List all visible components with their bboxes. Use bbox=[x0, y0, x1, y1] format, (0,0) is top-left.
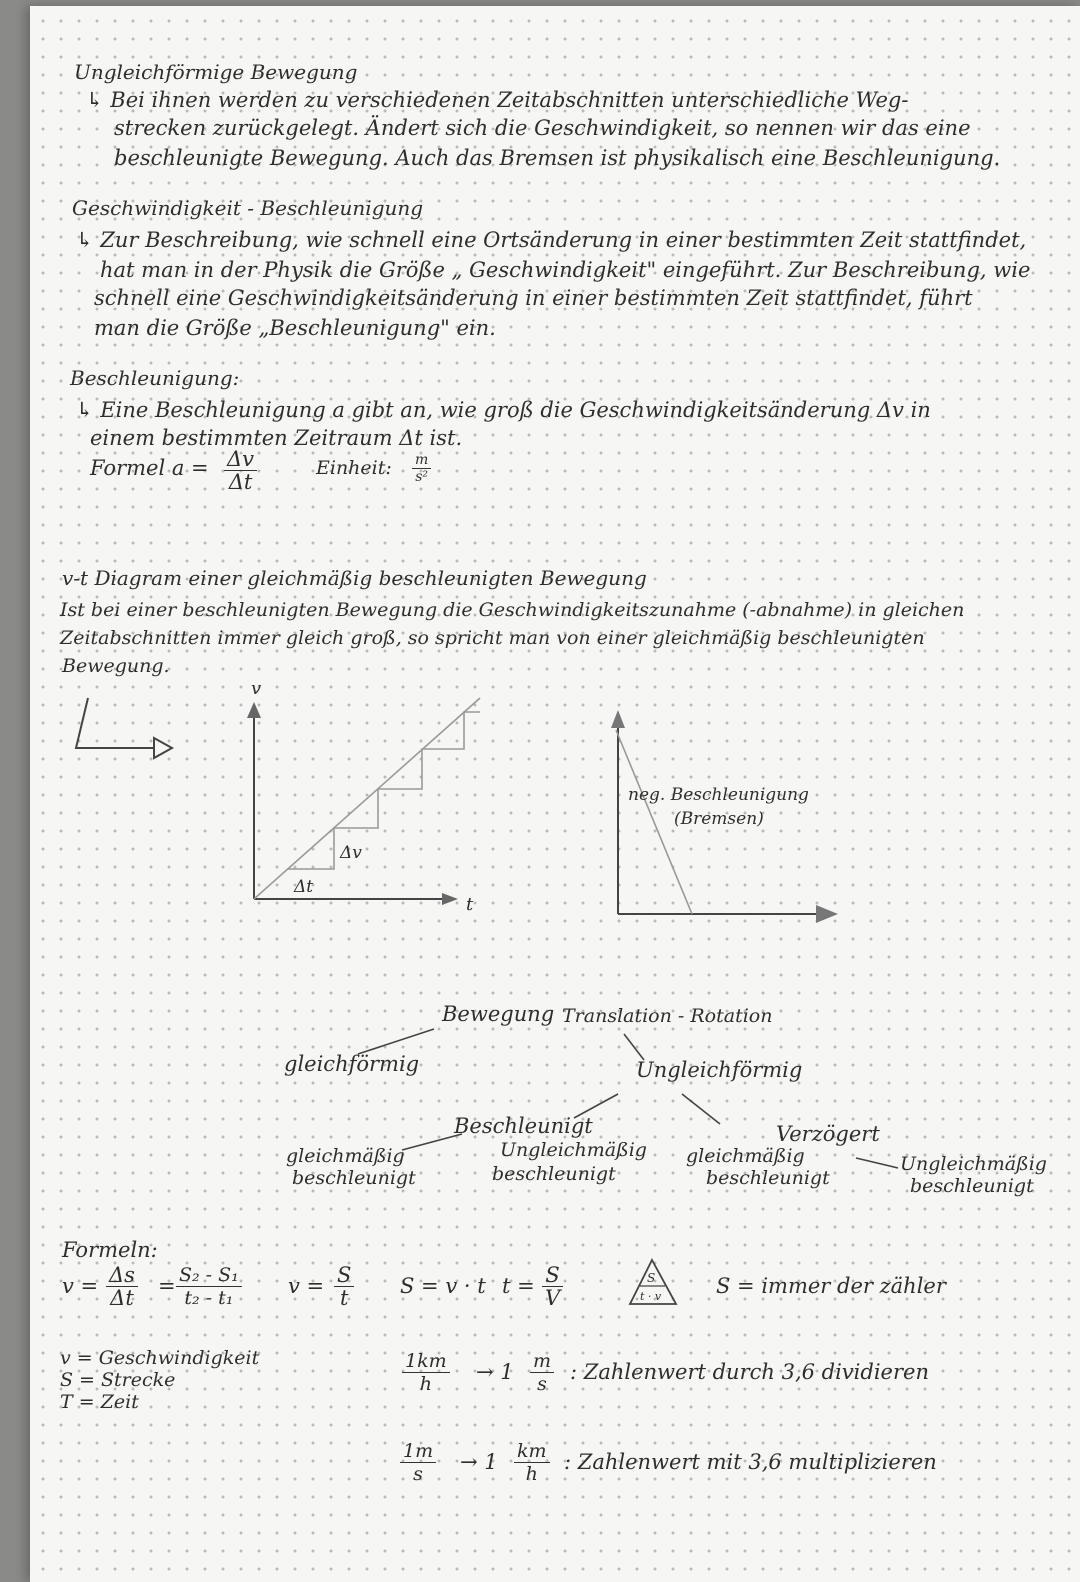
step-lines bbox=[288, 712, 480, 869]
fraction-denominator: Δt bbox=[228, 470, 253, 494]
formula-t-label: t = bbox=[502, 1274, 535, 1298]
fraction-denominator: s bbox=[537, 1373, 547, 1395]
formula-s2s1-t2t1 bbox=[176, 1264, 242, 1309]
triangle-top-label: S bbox=[647, 1271, 656, 1285]
text-line: Zeitabschnitten immer gleich groß, so spricht man von einer gleichmäßig beschleunigten bbox=[60, 627, 925, 649]
conv1-fraction-kmh bbox=[402, 1350, 450, 1395]
tree-verzoegert: Verzögert bbox=[776, 1122, 880, 1146]
formula-label: Formel a = bbox=[90, 456, 209, 480]
text-line: hat man in der Physik die Größe „ Geschwindigkeit" eingeführt. Zur Beschreibung, wie bbox=[100, 258, 1031, 282]
x-axis-label: t bbox=[466, 894, 474, 915]
fraction-denominator: h bbox=[525, 1463, 538, 1485]
tree-root: Bewegung bbox=[442, 1002, 555, 1026]
formula-v-label: v = bbox=[62, 1274, 99, 1298]
tree-leaf-2: Ungleichmäßig bbox=[500, 1139, 647, 1161]
delta-t-label: Δt bbox=[294, 877, 314, 897]
fraction-numerator: Δv bbox=[224, 448, 257, 471]
fraction-numerator: 1km bbox=[402, 1350, 450, 1373]
fraction-denominator: t bbox=[339, 1286, 349, 1310]
text-line: ↳ Eine Beschleunigung a gibt an, wie groß die Geschwindigkeitsänderung Δv in bbox=[76, 398, 931, 422]
x-axis-arrowhead bbox=[816, 905, 838, 923]
text-line: strecken zurückgelegt. Ändert sich die Geschwindigkeit, so nennen wir das eine bbox=[114, 116, 971, 140]
text-line: beschleunigte Bewegung. Auch das Bremsen ist physikalisch eine Beschleunigung. bbox=[114, 146, 1001, 170]
conv1-text: : Zahlenwert durch 3,6 dividieren bbox=[570, 1360, 929, 1384]
text-line: Ist bei einer beschleunigten Bewegung die Geschwindigkeitszunahme (-abnahme) in gleichen bbox=[60, 599, 965, 621]
numerator-note: S = immer der zähler bbox=[716, 1274, 946, 1298]
fraction-numerator: S bbox=[542, 1264, 562, 1287]
formula-triangle-icon bbox=[628, 1258, 680, 1308]
tree-leaf-4b: beschleunigt bbox=[910, 1175, 1034, 1197]
heading-vt-diagram: v-t Diagram einer gleichmäßig beschleunigten Bewegung bbox=[62, 566, 647, 590]
triangle-bottom-label: t · v bbox=[640, 1290, 662, 1303]
conv1-arrow: → 1 bbox=[476, 1360, 514, 1384]
conv2-text: : Zahlenwert mit 3,6 multiplizieren bbox=[564, 1450, 937, 1474]
fraction-denominator: Δt bbox=[110, 1286, 134, 1310]
fraction-numerator: m bbox=[412, 452, 431, 469]
heading-geschwindigkeit-beschleunigung: Geschwindigkeit - Beschleunigung bbox=[72, 196, 424, 220]
fraction-numerator: 1m bbox=[400, 1440, 436, 1463]
heading-ungleichfoermige-bewegung: Ungleichförmige Bewegung bbox=[74, 60, 358, 84]
text-line: ↳ Zur Beschreibung, wie schnell eine Ortsänderung in einer bestimmten Zeit stattfindet, bbox=[76, 228, 1027, 252]
conv2-fraction-kmh bbox=[514, 1440, 550, 1485]
tree-leaf-3b: beschleunigt bbox=[706, 1167, 830, 1189]
text-line: einem bestimmten Zeitraum Δt ist. bbox=[90, 426, 463, 450]
conv1-fraction-ms bbox=[530, 1350, 554, 1395]
fraction-denominator: s² bbox=[415, 469, 429, 485]
fraction-numerator: km bbox=[514, 1440, 550, 1463]
unit-label: Einheit: bbox=[316, 457, 392, 479]
text-line: Bewegung. bbox=[62, 655, 170, 677]
conv2-arrow: → 1 bbox=[460, 1450, 498, 1474]
legend-v: v = Geschwindigkeit bbox=[60, 1347, 260, 1369]
tree-leaf-1b: beschleunigt bbox=[292, 1167, 416, 1189]
x-axis-arrowhead bbox=[442, 893, 458, 905]
tree-leaf-1: gleichmäßig bbox=[286, 1145, 405, 1167]
tree-leaf-3: gleichmäßig bbox=[686, 1145, 805, 1167]
equals-sign: = bbox=[158, 1274, 176, 1298]
tree-leaf-4: Ungleichmäßig bbox=[900, 1153, 1047, 1175]
text-line: schnell eine Geschwindigkeitsänderung in einer bestimmten Zeit stattfindet, führt bbox=[94, 286, 973, 310]
legend-s: S = Strecke bbox=[60, 1369, 176, 1391]
tree-gleichfoermig: gleichförmig bbox=[284, 1052, 420, 1076]
fraction-denominator: V bbox=[545, 1286, 561, 1310]
fraction-denominator: s bbox=[413, 1463, 423, 1485]
formula-v-label-2: v = bbox=[288, 1274, 325, 1298]
tree-ungleichfoermig: Ungleichförmig bbox=[636, 1058, 803, 1082]
braking-label: (Bremsen) bbox=[674, 809, 764, 829]
notebook-page bbox=[30, 6, 1080, 1582]
formula-s-eq: S = v · t bbox=[400, 1274, 486, 1298]
formula-ds-dt bbox=[106, 1264, 138, 1309]
fraction-numerator: S₂ - S₁ bbox=[176, 1264, 242, 1287]
heading-beschleunigung: Beschleunigung: bbox=[70, 366, 240, 390]
delta-v-label: Δv bbox=[340, 843, 362, 863]
formulas-heading: Formeln: bbox=[62, 1238, 158, 1262]
formula-s-v bbox=[542, 1264, 563, 1309]
tree-root-sub: Translation - Rotation bbox=[562, 1005, 773, 1027]
fraction-numerator: m bbox=[530, 1350, 554, 1373]
conv2-fraction-ms bbox=[400, 1440, 436, 1485]
tree-beschleunigt: Beschleunigt bbox=[454, 1114, 593, 1138]
fraction-denominator: t₂ - t₁ bbox=[184, 1287, 234, 1309]
hook-arrow-icon bbox=[76, 698, 172, 758]
vt-diagram-accelerated bbox=[247, 698, 480, 905]
tree-leaf-2b: beschleunigt bbox=[492, 1163, 616, 1185]
y-axis-arrowhead bbox=[611, 710, 625, 728]
y-axis-label: v bbox=[251, 678, 262, 699]
velocity-line bbox=[254, 698, 480, 899]
text-line: man die Größe „Beschleunigung" ein. bbox=[94, 316, 496, 340]
formula-s-t bbox=[334, 1264, 354, 1309]
fraction-numerator: S bbox=[334, 1264, 354, 1287]
fraction-numerator: Δs bbox=[106, 1264, 138, 1287]
text-line: ↳ Bei ihnen werden zu verschiedenen Zeitabschnitten unterschiedliche Weg- bbox=[86, 88, 909, 112]
legend-t: T = Zeit bbox=[60, 1391, 139, 1413]
neg-acceleration-label: neg. Beschleunigung bbox=[628, 785, 809, 805]
fraction-denominator: h bbox=[419, 1373, 432, 1395]
y-axis-arrowhead bbox=[247, 702, 261, 718]
